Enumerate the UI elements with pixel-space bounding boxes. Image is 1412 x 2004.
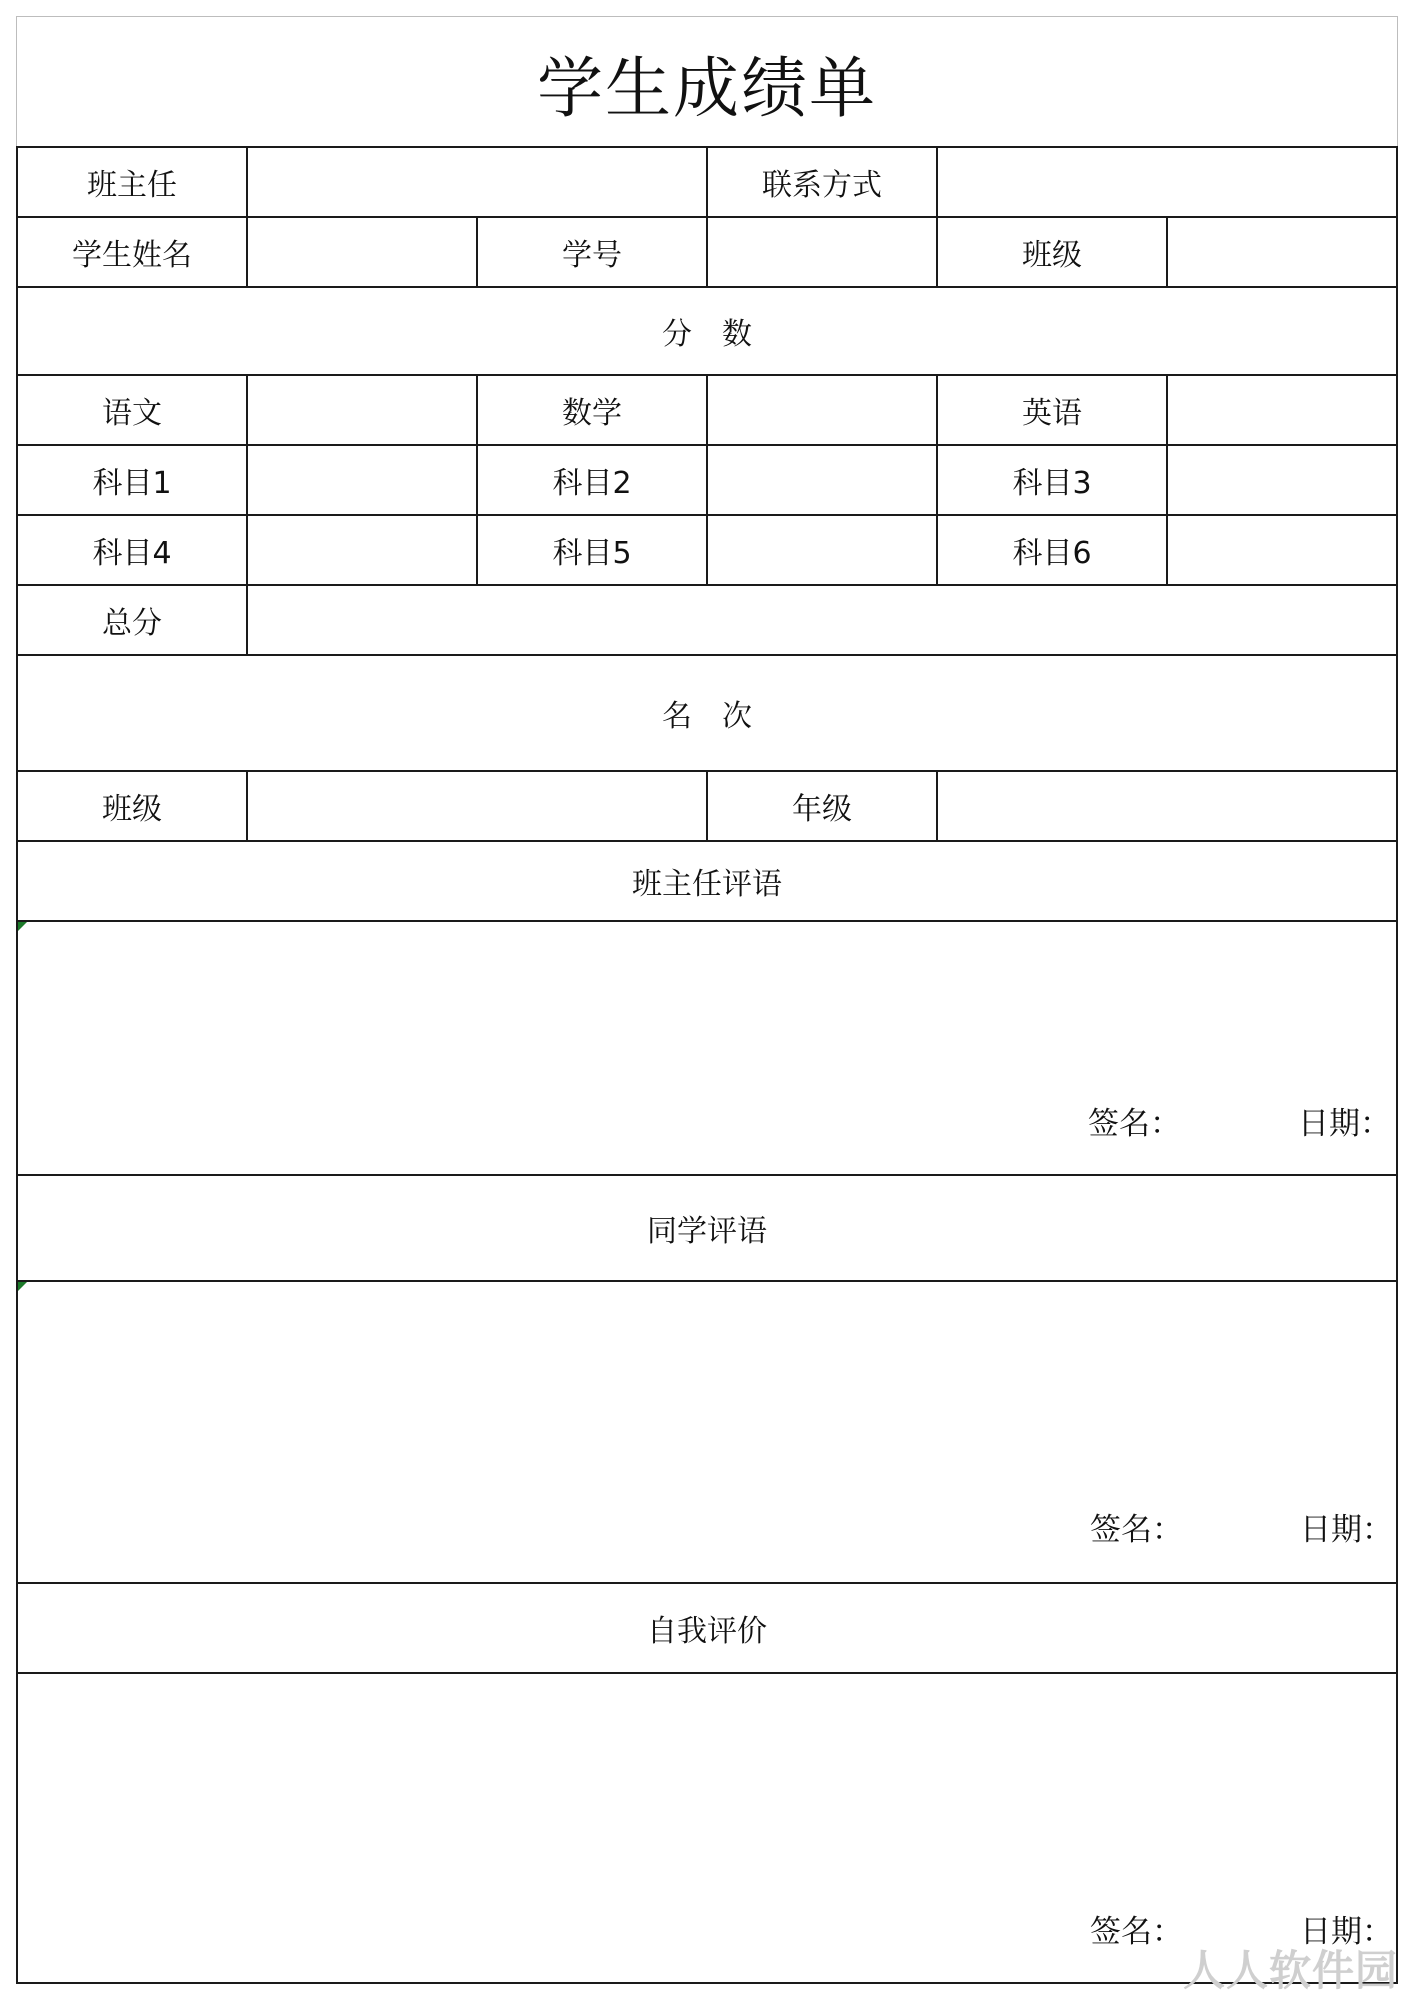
student-no-value-cell[interactable] [706, 216, 938, 288]
label-chinese: 语文 [16, 374, 248, 446]
watermark-logo: 人人软件园 [1182, 1946, 1398, 1995]
teacher-date-label: 日期： [1298, 1106, 1391, 1142]
class-rank-value-cell[interactable] [246, 770, 708, 842]
student-name-value-cell[interactable] [246, 216, 478, 288]
label-subject3: 科目3 [936, 444, 1168, 516]
label-subject6: 科目6 [936, 514, 1168, 586]
label-class-rank: 班级 [16, 770, 248, 842]
label-teacher: 班主任 [16, 146, 248, 218]
scores-header: 分 数 [16, 286, 1398, 376]
page-title: 学生成绩单 [16, 16, 1398, 147]
classmate-comment-box[interactable] [16, 1280, 1398, 1584]
label-contact: 联系方式 [706, 146, 938, 218]
subject2-value-cell[interactable] [706, 444, 938, 516]
teacher-value-cell[interactable] [246, 146, 708, 218]
classmate-date-label: 日期： [1300, 1512, 1393, 1548]
self-sign-label: 签名： [1090, 1914, 1183, 1950]
label-student-no: 学号 [476, 216, 708, 288]
label-grade-rank: 年级 [706, 770, 938, 842]
rank-header: 名 次 [16, 654, 1398, 772]
cell-marker-icon [18, 1282, 27, 1291]
self-eval-header: 自我评价 [16, 1582, 1398, 1674]
chinese-value-cell[interactable] [246, 374, 478, 446]
label-math: 数学 [476, 374, 708, 446]
label-subject5: 科目5 [476, 514, 708, 586]
teacher-comment-header: 班主任评语 [16, 840, 1398, 922]
english-value-cell[interactable] [1166, 374, 1398, 446]
math-value-cell[interactable] [706, 374, 938, 446]
subject6-value-cell[interactable] [1166, 514, 1398, 586]
contact-value-cell[interactable] [936, 146, 1398, 218]
subject3-value-cell[interactable] [1166, 444, 1398, 516]
label-english: 英语 [936, 374, 1168, 446]
score-sheet [16, 16, 1398, 1998]
grade-rank-value-cell[interactable] [936, 770, 1398, 842]
total-value-cell[interactable] [246, 584, 1398, 656]
label-class: 班级 [936, 216, 1168, 288]
subject5-value-cell[interactable] [706, 514, 938, 586]
cell-marker-icon [18, 922, 27, 931]
class-value-cell[interactable] [1166, 216, 1398, 288]
self-date-label: 日期： [1300, 1914, 1393, 1950]
subject1-value-cell[interactable] [246, 444, 478, 516]
label-subject2: 科目2 [476, 444, 708, 516]
teacher-comment-box[interactable] [16, 920, 1398, 1176]
label-subject4: 科目4 [16, 514, 248, 586]
classmate-comment-header: 同学评语 [16, 1174, 1398, 1282]
teacher-sign-label: 签名： [1088, 1106, 1181, 1142]
subject4-value-cell[interactable] [246, 514, 478, 586]
label-subject1: 科目1 [16, 444, 248, 516]
label-student-name: 学生姓名 [16, 216, 248, 288]
classmate-sign-label: 签名： [1090, 1512, 1183, 1548]
label-total: 总分 [16, 584, 248, 656]
